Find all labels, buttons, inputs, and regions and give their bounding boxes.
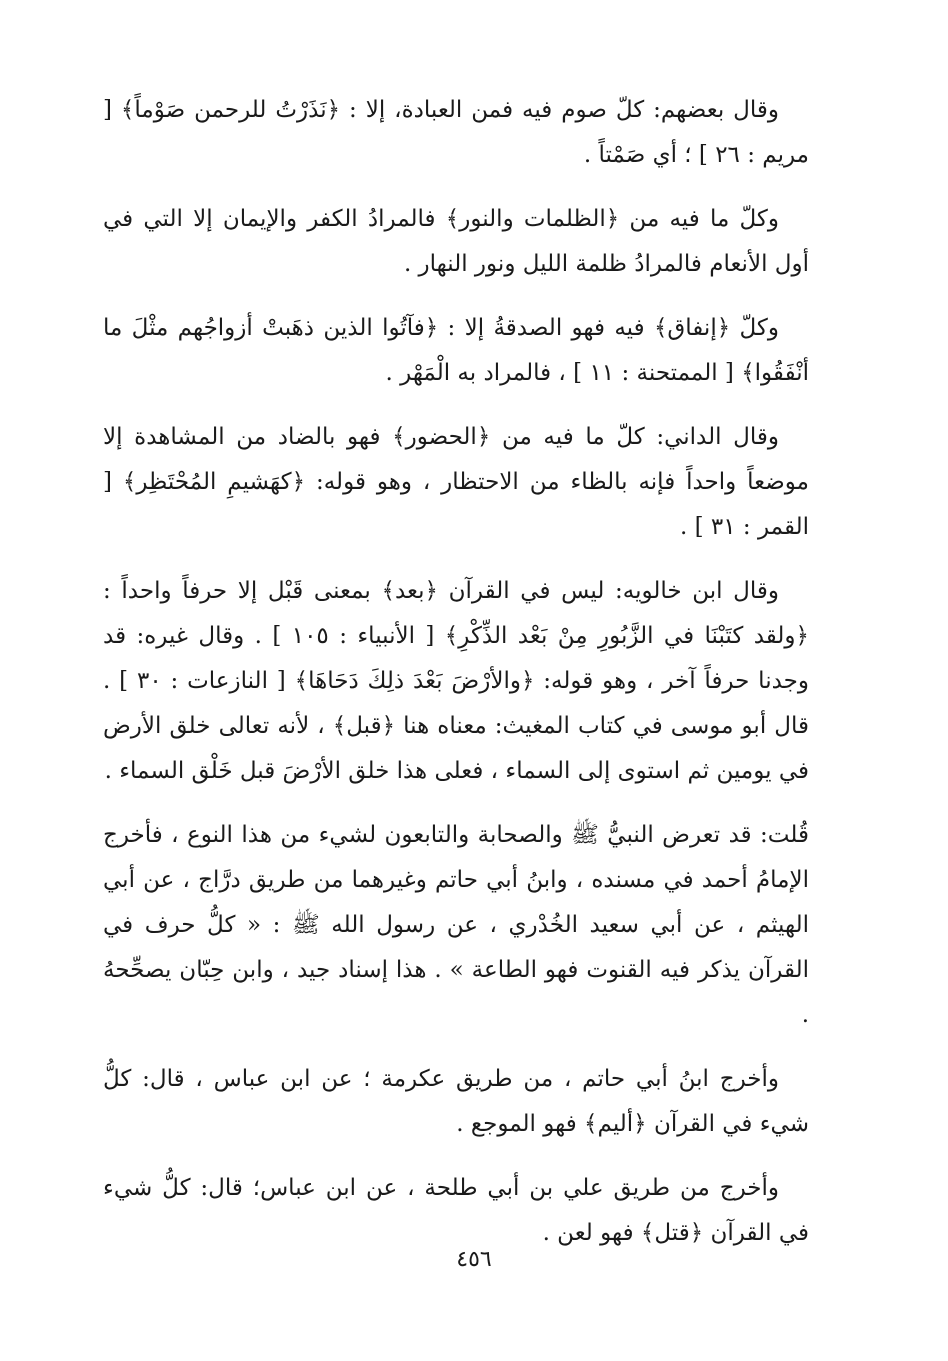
paragraph-qultu: قُلت: قد تعرض النبيُّ ﷺ والصحابة والتابعون لشيء من هذا النوع ، فأخرج الإمامُ أحمد في مسنده ، وابنُ أبي حاتم وغيرهما من طريق درَّاج ، عن أبي الهيثم ، عن أبي سعيد الخُدْري ، عن رسول الله ﷺ : « كلُّ حرف في القرآن يذكر فيه القنوت فهو الطاعة » . هذا إسناد جيد ، وابن حِبّان يصحِّحهُ . xyxy=(103,822,809,1028)
page-number: ٤٥٦ xyxy=(456,1247,492,1272)
paragraph-qatl: وأخرج من طريق علي بن أبي طلحة ، عن ابن عباس؛ قال: كلُّ شيء في القرآن ﴿قتل﴾ فهو لعن . xyxy=(103,1175,809,1246)
paragraph-dani: وقال الداني: كلّ ما فيه من ﴿الحضور﴾ فهو بالضاد من المشاهدة إلا موضعاً واحداً فإنه بالظاء من الاحتظار ، وهو قوله: ﴿كهَشيمِ المُحْتَظِر﴾ [ القمر : ٣١ ] . xyxy=(103,424,809,540)
paragraph-alim: وأخرج ابنُ أبي حاتم ، من طريق عكرمة ؛ عن ابن عباس ، قال: كلُّ شيء في القرآن ﴿أليم﴾ فهو الموجع . xyxy=(103,1066,809,1137)
page-body xyxy=(103,88,809,1275)
paragraph-darkness-light: وكلّ ما فيه من ﴿الظلمات والنور﴾ فالمرادُ الكفر والإيمان إلا التي في أول الأنعام فالمرادُ ظلمة الليل ونور النهار . xyxy=(103,206,809,277)
paragraph-ibn-khalawayh: وقال ابن خالويه: ليس في القرآن ﴿بعد﴾ بمعنى قَبْل إلا حرفاً واحداً : ﴿ولقد كتَبْنَا في الزَّبُورِ مِنْ بَعْد الذِّكْرِ﴾ [ الأنبياء : ١٠٥ ] . وقال غيره: قد وجدنا حرفاً آخر ، وهو قوله: ﴿والأرْضَ بَعْدَ ذلِكَ دَحَاهَا﴾ [ النازعات : ٣٠ ] . قال أبو موسى في كتاب المغيث: معناه هنا ﴿قبل﴾ ، لأنه تعالى خلق الأرض في يومين ثم استوى إلى السماء ، فعلى هذا خلق الأرْضَ قبل خَلْق السماء . xyxy=(103,578,809,784)
paragraph-spending: وكلّ ﴿إنفاق﴾ فيه فهو الصدقةُ إلا : ﴿فآتُوا الذين ذهَبتْ أزواجُهم مثْلَ ما أنْفَقُوا﴾ [ الممتحنة : ١١ ] ، فالمراد به الْمَهْر . xyxy=(103,315,809,386)
paragraph-fasting: وقال بعضهم: كلّ صوم فيه فمن العبادة، إلا : ﴿نَذَرْتُ للرحمن صَوْماً﴾ [ مريم : ٢٦ ] ؛ أي صَمْتاً . xyxy=(103,97,809,168)
